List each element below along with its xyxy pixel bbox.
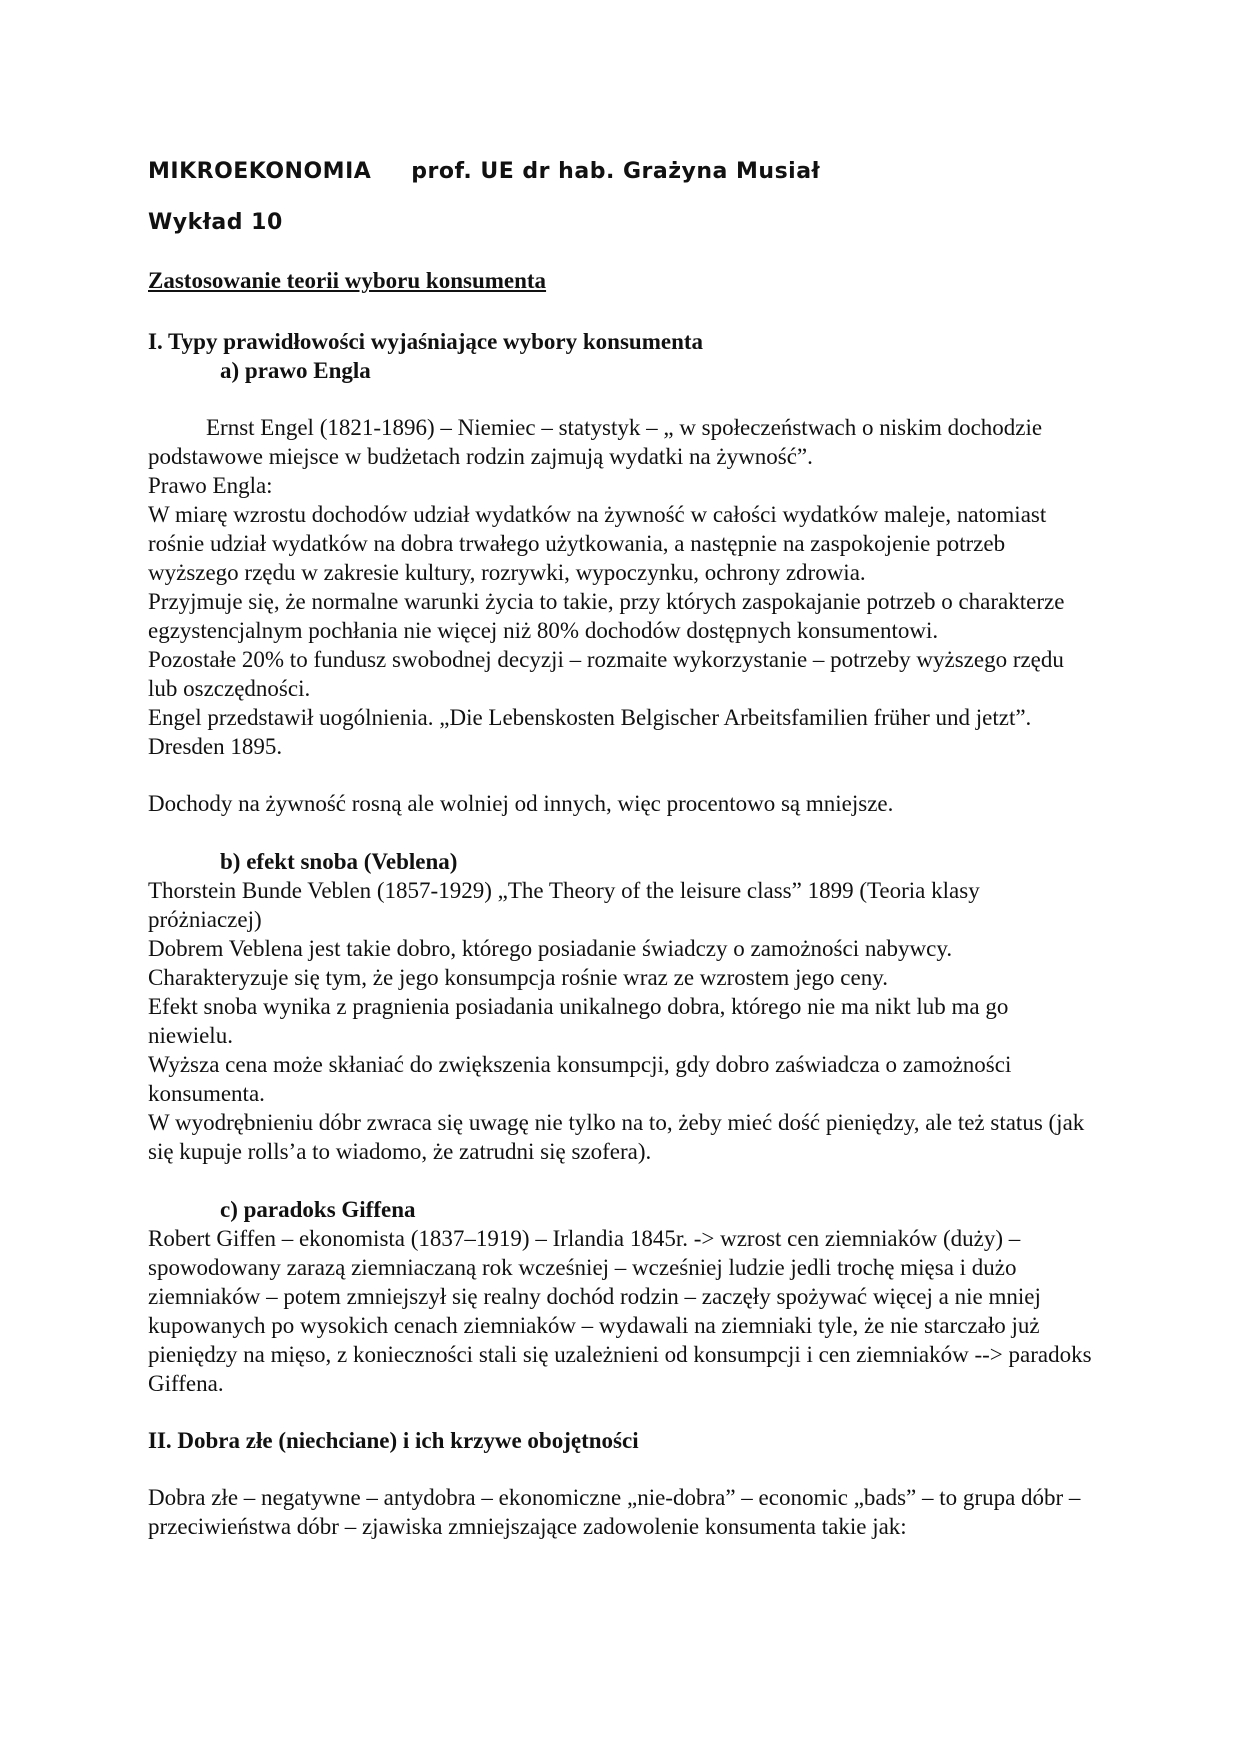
paragraph: W wyodrębnieniu dóbr zwraca się uwagę nie tylko na to, żeby mieć dość pieniędzy, ale też status (jak się kupuje rolls’a to wiadomo, że zatrudni się szofera). bbox=[148, 1110, 1085, 1164]
paragraph: Dobra złe – negatywne – antydobra – ekonomiczne „nie-dobra” – economic „bads” – to grupa dóbr – przeciwieństwa dóbr – zjawiska zmniejszające zadowolenie konsumenta takie jak: bbox=[148, 1485, 1081, 1539]
paragraph: Efekt snoba wynika z pragnienia posiadania unikalnego dobra, którego nie ma nikt lub ma go niewielu. bbox=[148, 994, 1009, 1048]
paragraph: Charakteryzuje się tym, że jego konsumpcja rośnie wraz ze wzrostem jego ceny. bbox=[148, 965, 888, 990]
paragraph: Ernst Engel (1821-1896) – Niemiec – statystyk – „ w społeczeństwach o niskim dochodzie podstawowe miejsce w budżetach rodzin zajmują wydatki na żywność”. bbox=[148, 415, 1043, 469]
paragraph: Dochody na żywność rosną ale wolniej od innych, więc procentowo są mniejsze. bbox=[148, 791, 894, 816]
section-2-body bbox=[148, 1483, 1093, 1541]
subsection-a-body bbox=[148, 413, 1093, 818]
lecturer-name: prof. UE dr hab. Grażyna Musiał bbox=[411, 159, 821, 184]
section-1-heading: I. Typy prawidłowości wyjaśniające wybory konsumenta bbox=[148, 329, 704, 354]
document-content bbox=[148, 144, 1093, 1541]
paragraph: Robert Giffen – ekonomista (1837–1919) – Irlandia 1845r. -> wzrost cen ziemniaków (duży) – spowodowany zarazą ziemniaczaną rok wcześniej – wcześniej ludzie jedli trochę mięsa i dużo ziemniaków – potem zmniejszył się realny dochód rodzin – zaczęły spożywać więcej a nie mniej kupowanych po wysokich cenach ziemniaków – wydawali na ziemniaki tyle, że nie starczało już pieniędzy na mięso, z konieczności stali się uzależnieni od konsumpcji i cen ziemniaków --> paradoks Giffena. bbox=[148, 1226, 1092, 1396]
paragraph: W miarę wzrostu dochodów udział wydatków na żywność w całości wydatków maleje, natomiast rośnie udział wydatków na dobra trwałego użytkowania, a następnie na zaspokojenie potrzeb wyższego rzędu w zakresie kultury, rozrywki, wypoczynku, ochrony zdrowia. bbox=[148, 502, 1047, 585]
paragraph: Przyjmuje się, że normalne warunki życia to takie, przy których zaspokajanie potrzeb o charakterze egzystencjalnym pochłania nie więcej niż 80% dochodów dostępnych konsumentowi. bbox=[148, 589, 1065, 643]
paragraph: Wyższa cena może skłaniać do zwiększenia konsumpcji, gdy dobro zaświadcza o zamożności konsumenta. bbox=[148, 1052, 1012, 1106]
paragraph: Dobrem Veblena jest takie dobro, którego posiadanie świadczy o zamożności nabywcy. bbox=[148, 936, 953, 961]
subsection-b-body bbox=[148, 876, 1093, 1166]
lecture-number: Wykład 10 bbox=[148, 210, 283, 235]
paragraph: Prawo Engla: bbox=[148, 473, 273, 498]
paragraph: Thorstein Bunde Veblen (1857-1929) „The Theory of the leisure class” 1899 (Teoria klasy próżniaczej) bbox=[148, 878, 980, 932]
subsection-b-heading: b) efekt snoba (Veblena) bbox=[220, 849, 458, 874]
subsection-a-heading: a) prawo Engla bbox=[220, 358, 371, 383]
paragraph: Engel przedstawił uogólnienia. „Die Lebenskosten Belgischer Arbeitsfamilien früher und jetzt”. Dresden 1895. bbox=[148, 705, 1032, 759]
topic-title: Zastosowanie teorii wyboru konsumenta bbox=[148, 268, 547, 293]
subsection-c-heading: c) paradoks Giffena bbox=[220, 1197, 416, 1222]
subsection-c-body bbox=[148, 1224, 1093, 1398]
course-title: MIKROEKONOMIA bbox=[148, 159, 372, 184]
section-2-heading: II. Dobra złe (niechciane) i ich krzywe obojętności bbox=[148, 1428, 639, 1453]
paragraph: Pozostałe 20% to fundusz swobodnej decyzji – rozmaite wykorzystanie – potrzeby wyższego rzędu lub oszczędności. bbox=[148, 647, 1064, 701]
course-header bbox=[148, 144, 1093, 184]
